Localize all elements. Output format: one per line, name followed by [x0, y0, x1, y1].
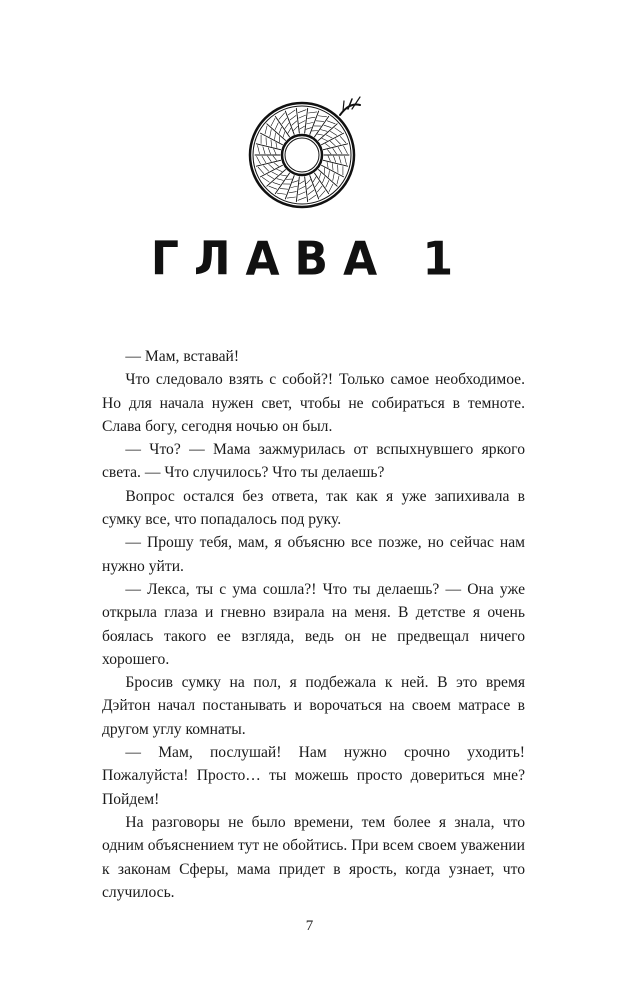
paragraph: На разговоры не было времени, тем более я знала, что одним объяснением тут не обойтись. При всем своем уважении к законам Сферы, мама придет в ярость, когда узнает, что случилось. [102, 813, 525, 901]
pineapple-ring-icon [242, 85, 367, 215]
chapter-title: ГЛАВА 1 [150, 232, 469, 287]
paragraph: — Мам, вставай! [125, 348, 240, 365]
paragraph: — Прошу тебя, мам, я объясню все позже, но сейчас нам нужно уйти. [102, 534, 525, 575]
paragraph: Бросив сумку на пол, я подбежала к ней. В это время Дэйтон начал постанывать и ворочаться на своем матрасе в другом углу комнаты. [102, 674, 525, 738]
paragraph: — Мам, послушай! Нам нужно срочно уходить! Пожалуйста! Просто… ты можешь просто довериться мне? Пойдем! [102, 744, 525, 808]
body-text [102, 345, 525, 904]
paragraph: — Лекса, ты с ума сошла?! Что ты делаешь? — Она уже открыла глаза и гневно взирала на меня. В детстве я очень боялась такого ее взгляда, ведь он не предвещал ничего хорошего. [102, 580, 525, 668]
paragraph: Что следовало взять с собой?! Только самое необходимое. Но для начала нужен свет, чтобы не собираться в темноте. Слава богу, сегодня ночью он был. [102, 371, 525, 435]
paragraph: — Что? — Мама зажмурилась от вспыхнувшего яркого света. — Что случилось? Что ты делаешь? [102, 441, 525, 482]
page-number: 7 [305, 918, 314, 934]
paragraph: Вопрос остался без ответа, так как я уже запихивала в сумку все, что попадалось под руку. [102, 487, 525, 529]
